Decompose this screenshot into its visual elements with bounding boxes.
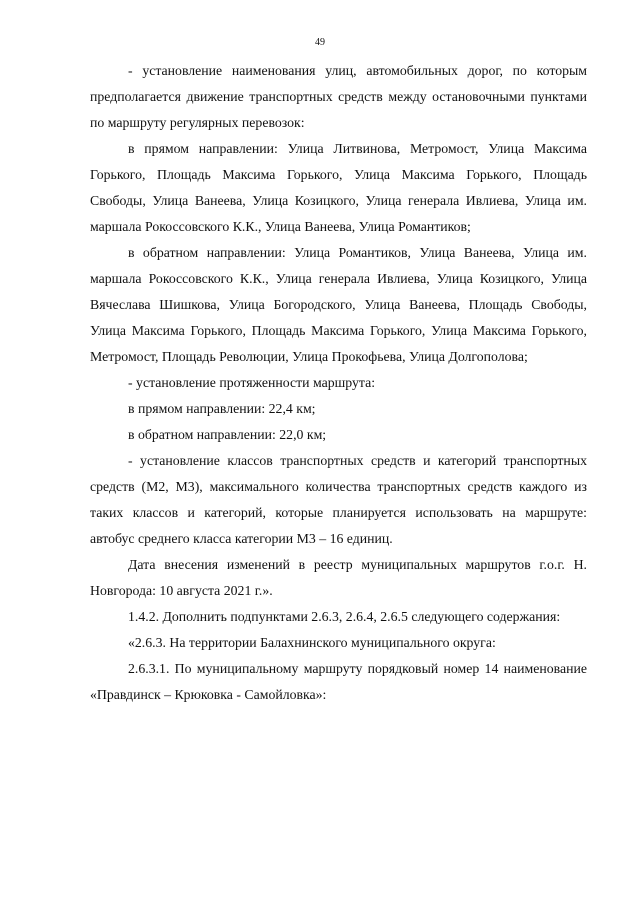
paragraph-forward-direction: в прямом направлении: Улица Литвинова, Метромост, Улица Максима Горького, Площадь Максима Горького, Улица Максима Горького, Площадь Свободы, Улица Ванеева, Улица Козицкого, Улица генерала Ивлиева, Улица им. маршала Рокоссовского К.К., Улица Ванеева, Улица Романтиков; xyxy=(90,141,587,234)
paragraph-reverse-direction: в обратном направлении: Улица Романтиков, Улица Ванеева, Улица им. маршала Рокоссовского К.К., Улица генерала Ивлиева, Улица Козицкого, Улица Вячеслава Шишкова, Улица Богородского, Улица Ванеева, Площадь Свободы, Улица Максима Горького, Площадь Максима Горького, Улица Максима Горького, Метромост, Площадь Революции, Улица Прокофьева, Улица Долгополова; xyxy=(90,245,587,364)
paragraph-registry-date: Дата внесения изменений в реестр муниципальных маршрутов г.о.г. Н. Новгорода: 10 августа 2021 г.». xyxy=(90,557,587,598)
page-number: 49 xyxy=(315,37,325,48)
paragraph-vehicle-classes: - установление классов транспортных средств и категорий транспортных средств (М2, М3), максимального количества транспортных средств каждого из таких классов и категорий, которые планируется использовать на маршруте: автобус среднего класса категории М3 – 16 единиц. xyxy=(90,453,587,546)
paragraph-street-names-intro: - установление наименования улиц, автомобильных дорог, по которым предполагается движение транспортных средств между остановочными пунктами по маршруту регулярных перевозок: xyxy=(90,63,587,130)
paragraph-reverse-length: в обратном направлении: 22,0 км; xyxy=(128,427,327,442)
paragraph-clause-2-6-3: «2.6.3. На территории Балахнинского муниципального округа: xyxy=(128,635,496,650)
paragraph-clause-2-6-3-1: 2.6.3.1. По муниципальному маршруту порядковый номер 14 наименование «Правдинск – Крюковка - Самойловка»: xyxy=(90,661,587,702)
paragraph-forward-length: в прямом направлении: 22,4 км; xyxy=(128,401,316,416)
document-body xyxy=(90,58,587,708)
paragraph-clause-1-4-2: 1.4.2. Дополнить подпунктами 2.6.3, 2.6.4, 2.6.5 следующего содержания: xyxy=(128,609,561,624)
paragraph-route-length-intro: - установление протяженности маршрута: xyxy=(128,375,376,390)
